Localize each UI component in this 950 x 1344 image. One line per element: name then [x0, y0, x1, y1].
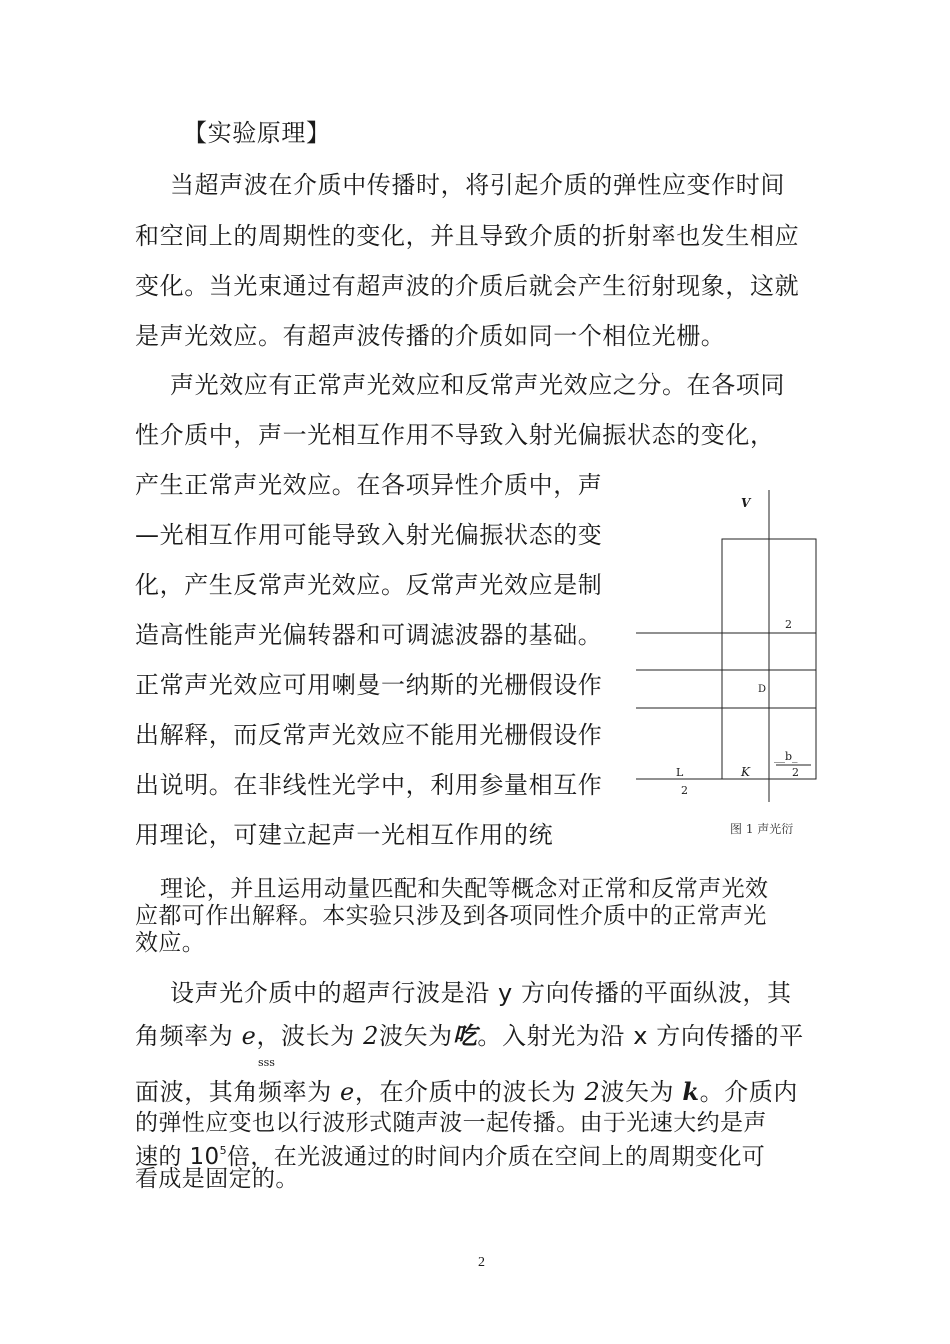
para3-line-3: 面波，其角频率为 e，在介质中的波长为 2波矢为 k。介质内	[135, 1077, 799, 1106]
two-label-b: 2	[792, 766, 799, 779]
figure-caption: 图 1 声光衍	[730, 822, 794, 836]
diagram-lines	[636, 490, 836, 835]
two-label-a: 2	[785, 618, 792, 631]
para2-wrap-line-3: 化，产生反常声光效应。反常声光效应是制	[135, 571, 603, 599]
para3-line-6: 看成是固定的。	[135, 1166, 299, 1192]
two-label-c: 2	[681, 784, 688, 797]
para1-line-3: 变化。当光束通过有超声波的介质后就会产生衍射现象，这就	[135, 272, 800, 300]
k-symbol: k	[682, 1077, 700, 1106]
section-heading: 【实验原理】	[183, 119, 331, 147]
b-label: __b_	[774, 750, 798, 763]
para2-tail-line-2: 应都可作出解释。本实验只涉及到各项同性介质中的正常声光	[135, 903, 767, 929]
k-label: K	[741, 765, 750, 779]
para3-line-1: 设声光介质中的超声行波是沿 y 方向传播的平面纵波，其	[170, 979, 792, 1007]
para2-line-1: 声光效应有正常声光效应和反常声光效应之分。在各项同	[170, 371, 785, 399]
para2-wrap-line-6: 出解释，而反常声光效应不能用光栅假设作	[135, 721, 603, 749]
k-s-symbol: 吃	[452, 1021, 478, 1050]
d-label: D	[758, 684, 767, 695]
para2-wrap-line-7: 出说明。在非线性光学中，利用参量相互作	[135, 771, 603, 799]
omega-s-symbol: e	[241, 1022, 257, 1050]
para2-wrap-line-8: 用理论，可建立起声一光相互作用的统	[135, 821, 554, 849]
para3-line-2: 角频率为 e，波长为 2波矢为吃。入射光为沿 x 方向传播的平	[135, 1021, 804, 1050]
page-number: 2	[478, 1255, 485, 1270]
l-label: L	[676, 766, 684, 779]
para2-wrap-line-4: 造高性能声光偏转器和可调滤波器的基础。	[135, 621, 603, 649]
para2-wrap-line-2: —光相互作用可能导致入射光偏振状态的变	[135, 521, 603, 549]
para2-wrap-line-5: 正常声光效应可用喇曼一纳斯的光栅假设作	[135, 671, 603, 699]
para1-line-1: 当超声波在介质中传播时，将引起介质的弹性应变作时间	[170, 171, 785, 199]
para1-line-4: 是声光效应。有超声波传播的介质如同一个相位光栅。	[135, 322, 726, 350]
para2-tail-line-1: 理论，并且运用动量匹配和失配等概念对正常和反常声光效	[160, 876, 769, 902]
para2-wrap-line-1: 产生正常声光效应。在各项异性介质中，声	[135, 471, 603, 499]
para3-line-5: 速的 $10^5$倍，在光波通过的时间内介质在空间上的周期变化可	[135, 1144, 766, 1170]
para1-line-2: 和空间上的周期性的变化，并且导致介质的折射率也发生相应	[135, 222, 800, 250]
omega-symbol: e	[340, 1078, 355, 1106]
para2-line-2: 性介质中，声一光相互作用不导致入射光偏振状态的变化，	[135, 421, 775, 449]
v-label: V	[741, 496, 751, 510]
lambda-symbol: 2	[584, 1078, 601, 1106]
acousto-optic-figure	[636, 490, 836, 839]
subscript-label: sss	[258, 1056, 275, 1069]
lambda-s-symbol: 2	[363, 1022, 379, 1050]
para2-tail-line-3: 效应。	[135, 930, 206, 956]
para3-line-4: 的弹性应变也以行波形式随声波一起传播。由于光速大约是声	[135, 1110, 767, 1136]
